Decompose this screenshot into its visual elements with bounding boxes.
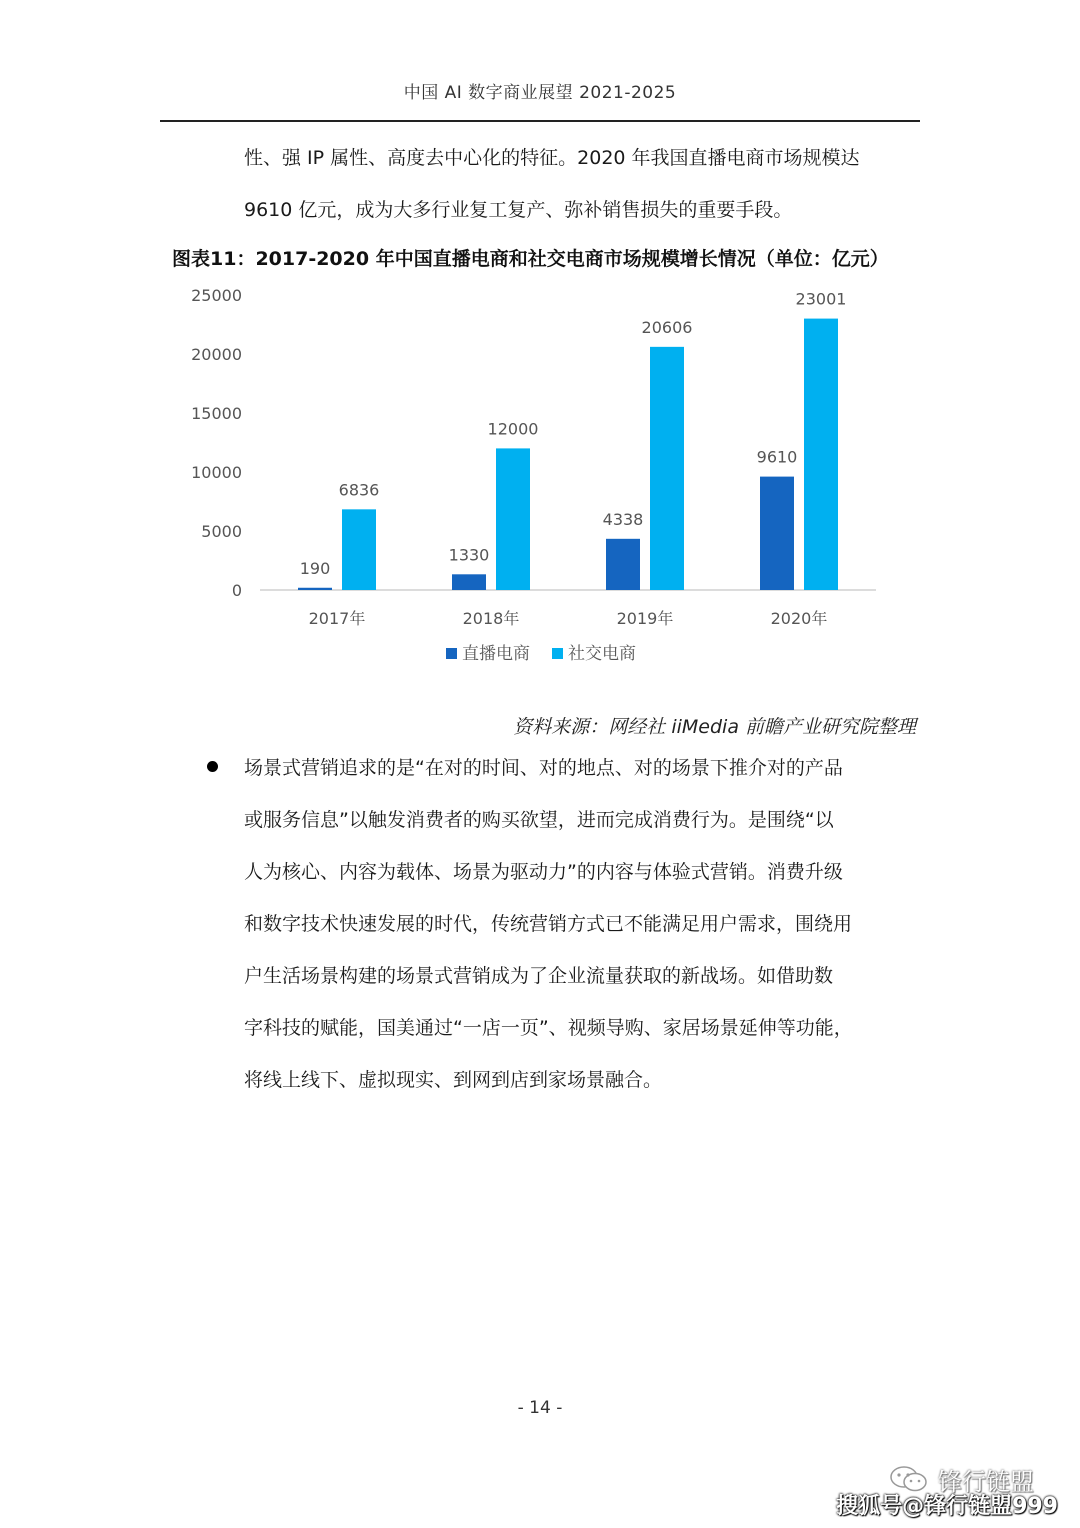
bullet-line-6: 字科技的赋能，国美通过“一店一页”、视频导购、家居场景延伸等功能，	[244, 1017, 853, 1039]
bullet-line-4: 和数字技术快速发展的时代，传统营销方式已不能满足用户需求，围绕用	[244, 913, 853, 935]
x-tick-label: 2017年	[308, 609, 366, 628]
data-label: 20606	[641, 317, 693, 337]
bullet-dot	[207, 761, 218, 772]
data-label: 4338	[602, 509, 644, 529]
intro-line-1: 性、强 IP 属性、高度去中心化的特征。2020 年我国直播电商市场规模达	[244, 147, 860, 169]
legend-swatch-2	[552, 648, 563, 659]
figure-source: 资料来源：网经社 iiMedia 前瞻产业研究院整理	[513, 716, 916, 738]
page-header: 中国 AI 数字商业展望 2021-2025	[403, 83, 677, 103]
legend-label-1: 直播电商	[462, 644, 530, 664]
watermark-platform: 搜狐号@锋行链盟999	[836, 1494, 1058, 1519]
bar-live-3	[606, 539, 640, 590]
bullet-line-7: 将线上线下、虚拟现实、到网到店到家场景融合。	[244, 1069, 663, 1091]
data-label: 9610	[756, 447, 798, 467]
bullet-line-1: 场景式营销追求的是“在对的时间、对的地点、对的场景下推介对的产品	[244, 757, 843, 779]
bar-social-2	[496, 448, 530, 590]
y-tick-label: 10000	[191, 463, 242, 482]
x-tick-label: 2020年	[770, 609, 828, 628]
bar-chart	[170, 280, 910, 680]
figure-title: 图表11：2017-2020 年中国直播电商和社交电商市场规模增长情况（单位：亿元）	[172, 248, 889, 270]
y-tick-label: 5000	[201, 522, 242, 541]
bar-social-4	[804, 319, 838, 590]
y-tick-label: 15000	[191, 404, 242, 423]
y-tick-label: 25000	[191, 286, 242, 305]
bullet-line-3: 人为核心、内容为载体、场景为驱动力”的内容与体验式营销。消费升级	[244, 861, 843, 883]
data-label: 6836	[338, 480, 380, 500]
watermark-account: 锋行链盟	[938, 1468, 1034, 1496]
bar-social-3	[650, 347, 684, 590]
page-number: - 14 -	[517, 1398, 563, 1418]
y-tick-label: 0	[231, 581, 242, 600]
bar-live-1	[298, 588, 332, 590]
data-label: 190	[299, 558, 331, 578]
bullet-line-5: 户生活场景构建的场景式营销成为了企业流量获取的新战场。如借助数	[244, 965, 834, 987]
header-rule	[160, 120, 920, 122]
bar-live-2	[452, 574, 486, 590]
bullet-line-2: 或服务信息”以触发消费者的购买欲望，进而完成消费行为。是围绕“以	[244, 809, 834, 831]
x-tick-label: 2018年	[462, 609, 520, 628]
x-tick-label: 2019年	[616, 609, 674, 628]
intro-line-2: 9610 亿元，成为大多行业复工复产、弥补销售损失的重要手段。	[244, 199, 793, 221]
data-label: 1330	[448, 545, 490, 565]
y-tick-label: 20000	[191, 345, 242, 364]
bar-live-4	[760, 477, 794, 590]
data-label: 23001	[795, 289, 847, 309]
data-label: 12000	[487, 419, 539, 439]
legend-swatch-1	[446, 648, 457, 659]
bar-social-1	[342, 509, 376, 590]
legend-label-2: 社交电商	[568, 644, 636, 664]
